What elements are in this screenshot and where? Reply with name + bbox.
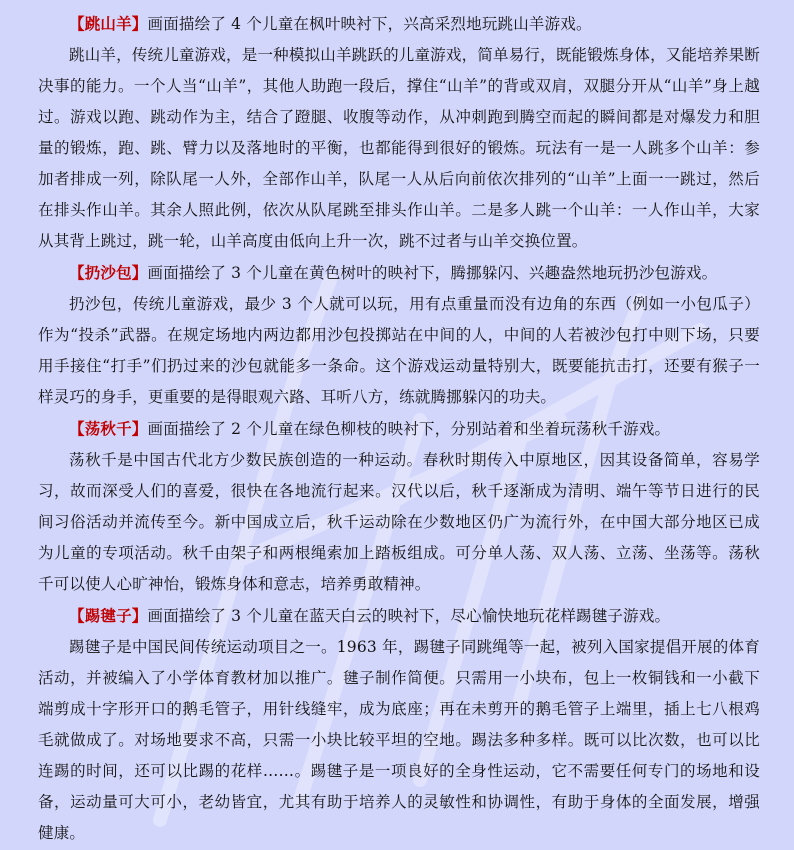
section-heading: 【踢毽子】 (69, 606, 148, 625)
section-heading: 【扔沙包】 (69, 263, 148, 282)
intro-text: 画面描绘了 3 个儿童在蓝天白云的映衬下，尽心愉快地玩花样踢毽子游戏。 (147, 607, 671, 625)
section-intro-tiaoshanyang (38, 8, 760, 40)
intro-text: 画面描绘了 4 个儿童在枫叶映衬下，兴高采烈地玩跳山羊游戏。 (147, 15, 592, 33)
intro-text: 画面描绘了 3 个儿童在黄色树叶的映衬下，腾挪躲闪、兴趣盎然地玩扔沙包游戏。 (147, 264, 718, 282)
section-body-rengshabao: 扔沙包，传统儿童游戏，最少 3 个人就可以玩，用有点重量而没有边角的东西（例如一小包瓜子）作为“投杀”武器。在规定场地内两边都用沙包投掷站在中间的人，中间的人若被沙包打中则下场，只要用手接住“打手”们扔过来的沙包就能多一条命。这个游戏运动量特别大，既要能抗击打，还要有猴子一样灵巧的身手，更重要的是得眼观六路、耳听八方，练就腾挪躲闪的功夫。 (38, 295, 760, 406)
article (38, 8, 760, 849)
section-heading: 【荡秋千】 (69, 419, 148, 438)
section-body-dangqiuqian: 荡秋千是中国古代北方少数民族创造的一种运动。春秋时期传入中原地区，因其设备简单，容易学习，故而深受人们的喜爱，很快在各地流行起来。汉代以后，秋千逐渐成为清明、端午等节日进行的民间习俗活动并流传至今。新中国成立后，秋千运动除在少数地区仍广为流行外，在中国大部分地区已成为儿童的专项活动。秋千由架子和两根绳索加上踏板组成。可分单人荡、双人荡、立荡、坐荡等。荡秋千可以使人心旷神怡，锻炼身体和意志，培养勇敢精神。 (38, 451, 760, 593)
section-intro-rengshabao (38, 257, 760, 289)
intro-text: 画面描绘了 2 个儿童在绿色柳枝的映衬下，分别站着和坐着玩荡秋千游戏。 (147, 420, 671, 438)
section-body-tijianzi: 踢毽子是中国民间传统运动项目之一。1963 年，踢毽子同跳绳等一起，被列入国家提倡开展的体育活动，并被编入了小学体育教材加以推广。毽子制作简便。只需用一小块布，包上一枚铜钱和一小截下端剪成十字形开口的鹅毛管子，用针线缝牢，成为底座；再在未剪开的鹅毛管子上端里，插上七八根鸡毛就做成了。对场地要求不高，只需一小块比较平坦的空地。踢法多种多样。既可以比次数，也可以比连踢的时间，还可以比踢的花样……。踢毽子是一项良好的全身性运动，它不需要任何专门的场地和设备，运动量可大可小，老幼皆宜，尤其有助于培养人的灵敏性和协调性，有助于身体的全面发展，增强健康。 (38, 638, 760, 842)
section-heading: 【跳山羊】 (69, 14, 148, 33)
section-intro-tijianzi (38, 600, 760, 632)
section-body-tiaoshanyang: 跳山羊，传统儿童游戏，是一种模拟山羊跳跃的儿童游戏，简单易行，既能锻炼身体，又能培养果断决事的能力。一个人当“山羊”，其他人助跑一段后，撑住“山羊”的背或双肩，双腿分开从“山羊”身上越过。游戏以跑、跳动作为主，结合了蹬腿、收腹等动作，从冲刺跑到腾空而起的瞬间都是对爆发力和胆量的锻炼，跑、跳、臂力以及落地时的平衡，也都能得到很好的锻炼。玩法有一是一人跳多个山羊：参加者排成一列，除队尾一人外，全部作山羊，队尾一人从后向前依次排列的“山羊”上面一一跳过，然后在排头作山羊。其余人照此例，依次从队尾跳至排头作山羊。二是多人跳一个山羊：一人作山羊，大家从其背上跳过，跳一轮，山羊高度由低向上升一次，跳不过者与山羊交换位置。 (38, 46, 760, 250)
section-intro-dangqiuqian (38, 413, 760, 445)
